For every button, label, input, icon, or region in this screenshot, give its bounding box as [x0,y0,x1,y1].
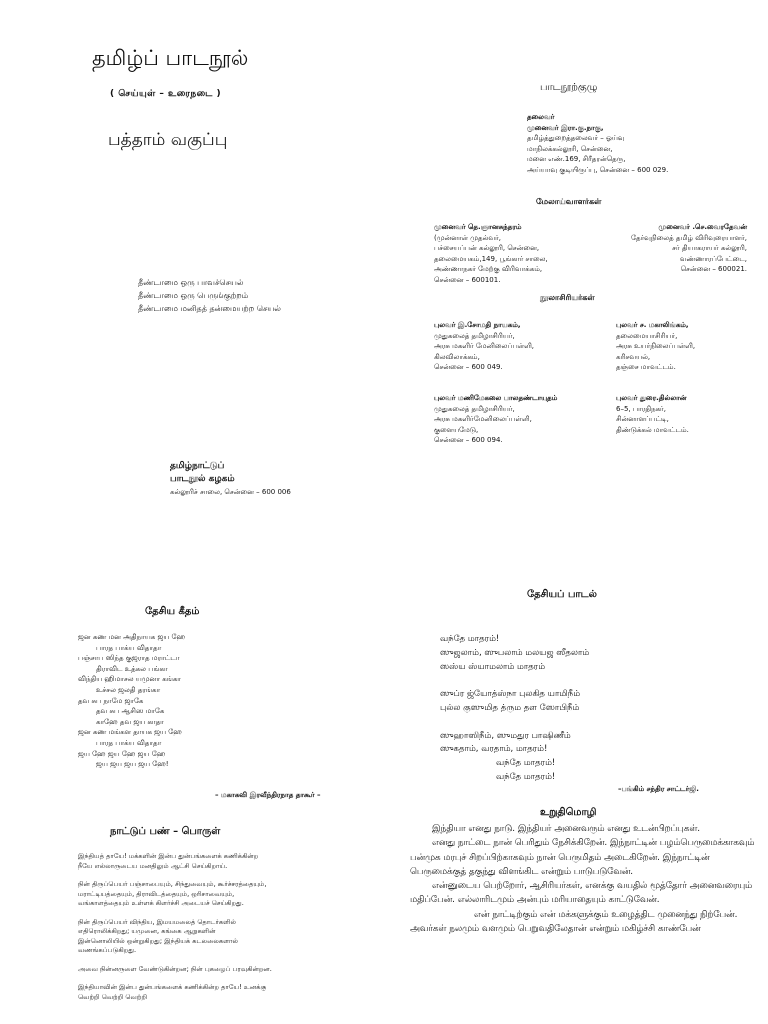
anthem-line: ஜய ஹே ஜய ஹே ஜய ஹே [78,749,166,758]
chair-detail-line: மாநிலக்கல்லூரி, சென்னை, [527,144,613,153]
anthem-title: தேசிய கீதம் [145,606,200,617]
person-detail-line: வண்ணாரப்பேட்டை, [679,254,747,263]
chair-details [527,133,668,175]
class-name: பத்தாம் வகுப்பு [108,130,228,150]
song-line: ஸுகதாம், வரதாம், மாதரம்! [440,744,548,755]
song-line: ஸஸ்ய ஸ்யாமலாம் மாதரம் [440,661,546,672]
song-line: ஸுப்ர ஜ்யோத்ஸ்நா புலகித யாமிநீம் [440,689,581,700]
pledge-paragraph: எனது நாட்டை நான் பெரிதும் நேசிக்கிறேன். இந்நாட்டின் பழம்பெருமைக்காகவும் பன்முக மரபுச் சிறப்பிற்காகவும் நான் பெருமிதம் அடைகிறேன். இந்நாட்டின் பெருமைக்குத் தகுந்து விளங்கிட என்றும் பாடுபடுவேன். [410,838,755,877]
song-line: புல்ல குஸுமித த்ரும தள ஸோபிநீம் [440,702,580,713]
person-name: புலவர் ச. மகாலிங்கம், [616,321,689,329]
chair-detail-line: தமிழ்த்துறைத்தலைவர் – ஓய்வு [527,134,625,142]
anthem-line: பாரத பாக்ய விதாதா [96,643,162,652]
person-detail-line: பச்சையப்பன் கல்லூரி, சென்னை, [434,244,540,252]
epigraph-line: தீண்டாமை மனிதத் தன்மையற்ற செயல் [138,304,281,313]
person-detail-line: சென்னை – 600101. [434,275,501,284]
meaning-line: இந்தியத் தாயே! மக்களின் இன்ப துன்பங்களைக் கணிக்கின்ற [78,852,259,860]
person-detail-line: 6–5, பாரதிநகர், [616,404,666,413]
person-name: புலவர் துரை.தில்லான் [616,394,687,402]
pledge-paragraph: என்னுடைய பெற்றோர், ஆசிரியர்கள், எனக்கு வயதில் மூத்தோர் அனைவரையும் மதிப்பேன். எல்லாரிடமும் அன்பும் மரியாதையும் காட்டுவேன். [410,881,753,906]
meaning-line: எதிரொலிக்கிறது; யமுனை, கங்கை ஆறுகளின் [78,927,216,935]
meaning-line: நீயே எல்லாருடைய மனதிலும் ஆட்சி செய்கிறாய். [78,861,228,870]
meaning-line: வணங்கப்படுகிறது. [78,946,137,954]
person-detail-line: கிலவிலாக்கம், [434,352,480,361]
anthem-line: பஞ்சாப ஸிந்த குஜராத மராட்டா [78,654,180,663]
chair-heading: தலைவர் [527,113,555,121]
meaning-line: மராட்டியத்தையும், திராவிடத்தையும், ஒரிசாவையும், [78,889,235,898]
person-name: புலவர் இ.சோமதி நாயகம், [434,321,521,329]
anthem-line: உச்சல ஜலதி தரங்கா [96,685,161,694]
meaning-line: நின் திருப்பெயர் பஞ்சாபையும், சிந்துவையும், கூர்ச்சரத்தையும், [78,880,267,888]
anthem-meaning-title: நாட்டுப் பண் – பொருள் [110,826,221,837]
book-title: தமிழ்ப் பாடநூல் [92,46,249,70]
chair-name: முனைவர் இரா.கு.நாகு, [527,123,604,132]
pledge-title: உறுதிமொழி [540,807,597,818]
anthem-line: திராவிட உத்கல பங்கா [96,664,168,673]
song-line: வந்தே மாதரம்! [440,634,500,644]
person-detail-line: தலைமையகம்,149, பூங்கார் சாலை, [434,254,548,263]
author-2 [616,320,695,373]
person-detail-line: சென்னை – 600 049. [434,363,503,371]
meaning-line: அவை நின்னருளை வேண்டுகின்றன; நின் புகழைப் பரவுகின்றன. [78,964,272,973]
anthem-line: ஜன கண மன அதிநாயக ஜய ஹே [78,633,186,641]
person-detail-line: அரசு மகளிர் மேனிலைப்பள்ளி, [434,342,535,350]
meaning-line: வெற்றி வெற்றி வெற்றி [78,992,148,1001]
song-line: வந்தே மாதரம்! [496,771,556,782]
person-detail-line: (முன்னாள் முதல்வர், [434,233,502,242]
anthem-lyrics [78,632,185,770]
anthem-author: – மகாகவி இரவீந்திரநாத தாகூர் – [215,791,321,799]
person-name: முனைவர் தெ.ஞானசுந்தரம் [434,223,522,231]
anthem-line: காஹே தவ ஜய காதா [96,717,164,726]
person-detail-line: தலைமையாசிரியர், [616,331,678,340]
anthem-line: ஜய ஜய ஜய ஜய ஹே! [96,760,169,769]
song-line: ஸுஹாஸிநீம், ஸுமதுர பாஷிணீம் [440,730,571,741]
author-1 [434,320,534,373]
author-3 [434,393,557,446]
person-detail-line: முதுகலைத் தமிழாசிரியர், [434,404,515,413]
person-name: புலவர் மணிமேகலை பாலதண்டாயுதம் [434,394,558,402]
reviewer-1 [434,222,548,285]
person-detail-line: தேர்வுநிலைத் தமிழ் விரிவுரையாளர், [630,233,747,242]
anthem-line: ஜன கண மங்கள தாயக ஜய ஹே [78,728,182,737]
song-line: வந்தே மாதரம்! [496,758,556,769]
meaning-paragraph [78,880,272,909]
person-detail-line: சென்னை – 600 094. [434,436,503,444]
anthem-line: பாரத பாக்ய விதாதா [96,738,162,747]
meaning-line: வங்காளத்தையும் உள்ளக் கிளர்ச்சி அடையச் செய்கிறது. [78,899,244,907]
meaning-paragraph [78,983,272,1002]
pledge-paragraph: இந்தியா எனது நாடு. இந்தியர் அனைவரும் எனது உடன்பிறப்புகள். [432,824,701,834]
publisher-line-1: தமிழ்நாட்டுப் [170,461,225,471]
person-detail-line: திண்டுக்கல் மாவட்டம். [616,425,689,434]
publisher-line-2: பாடநூல் கழகம் [170,474,235,484]
person-detail-line: முதுகலைத் தமிழாசிரியர், [434,331,515,340]
meaning-line: இந்தியாவின் இன்ப துன்பங்களைக் கணிக்கின்ற தாயே! உனக்கு [78,983,267,991]
chair-block [527,112,668,175]
person-detail-line: அரசு மகளிர்மேனிலைப்பள்ளி, [434,415,532,423]
meaning-line: நின் திருப்பெயர் விந்திய, இமயமலைத் தொடர்களில் [78,917,236,926]
meaning-paragraph [78,852,272,871]
anthem-meaning-text [78,852,272,1011]
epigraph-line: தீண்டாமை ஒரு பாவச்செயல் [138,278,244,287]
authors-heading: நூலாசிரியர்கள் [540,293,595,302]
publisher-block [170,460,291,499]
song-line: ஸுஜலாம், ஸுபலாம் மலயஜ ஸீதலாம் [440,647,590,658]
person-detail-line: சின்னாளப்பட்டி, [616,415,669,423]
person-detail-line: அரசு உயர்நிலைப்பள்ளி, [616,342,696,350]
meaning-line: இன்னொலியில் ஒன்றுகிறது; இந்தியக் கடலலைகளால் [78,936,238,945]
national-song-lyrics [440,633,589,785]
author-4 [616,393,689,435]
untouchability-epigraph [138,276,281,315]
reviewers-heading: மேலாய்வாளர்கள் [536,197,602,206]
book-subtitle: ( செய்யுள் – உரைநடை ) [110,89,222,99]
person-detail-line: தஞ்சை மாவட்டம். [616,363,676,371]
anthem-line: விந்திய ஹிமாசல யமுனா கங்கா [78,675,181,684]
anthem-line: தவ சுப ஆசிஸ மாகே [96,707,165,716]
person-detail-line: சர் தியாகராயர் கல்லூரி, [672,244,747,252]
committee-title: பாடநூற்குழு [540,82,598,93]
meaning-paragraph [78,965,272,975]
pledge-text [410,822,760,936]
person-detail-line: கரிசவயல், [616,352,651,361]
national-song-author: –பங்கிம் சந்திர சாட்டர்ஜி. [618,785,699,793]
anthem-line: தவ சுப நாமே ஜாகே [78,696,144,705]
person-detail-line: அண்ணாநகர் மேற்கு விரிவாக்கம், [434,265,543,273]
person-name: முனைவர் .செ.வைரதேவன் [658,223,747,231]
pledge-paragraph: என் நாட்டிற்கும் என் மக்களுக்கும் உழைத்திட முனைந்து நிற்பேன். அவர்கள் நலமும் வளமும் பெறுவதிலேதான் என்றும் மகிழ்ச்சி காண்பேன் [410,909,738,935]
chair-detail-line: அய்யாவு குடியிருப்பு, சென்னை – 600 029. [527,165,669,174]
person-detail-line: சென்னை – 600021. [680,265,747,273]
reviewer-2 [597,222,747,275]
publisher-address: கல்லூரிச் சாலை, சென்னை – 600 006 [170,488,291,496]
chair-detail-line: மனை எண்.169, சிரீதரன்தெரு, [527,155,626,163]
national-song-title: தேசியப் பாடல் [527,589,597,600]
meaning-paragraph [78,918,272,956]
epigraph-line: தீண்டாமை ஒரு பெருங்குற்றம் [138,291,249,300]
person-detail-line: குளையமேடு, [434,425,479,434]
